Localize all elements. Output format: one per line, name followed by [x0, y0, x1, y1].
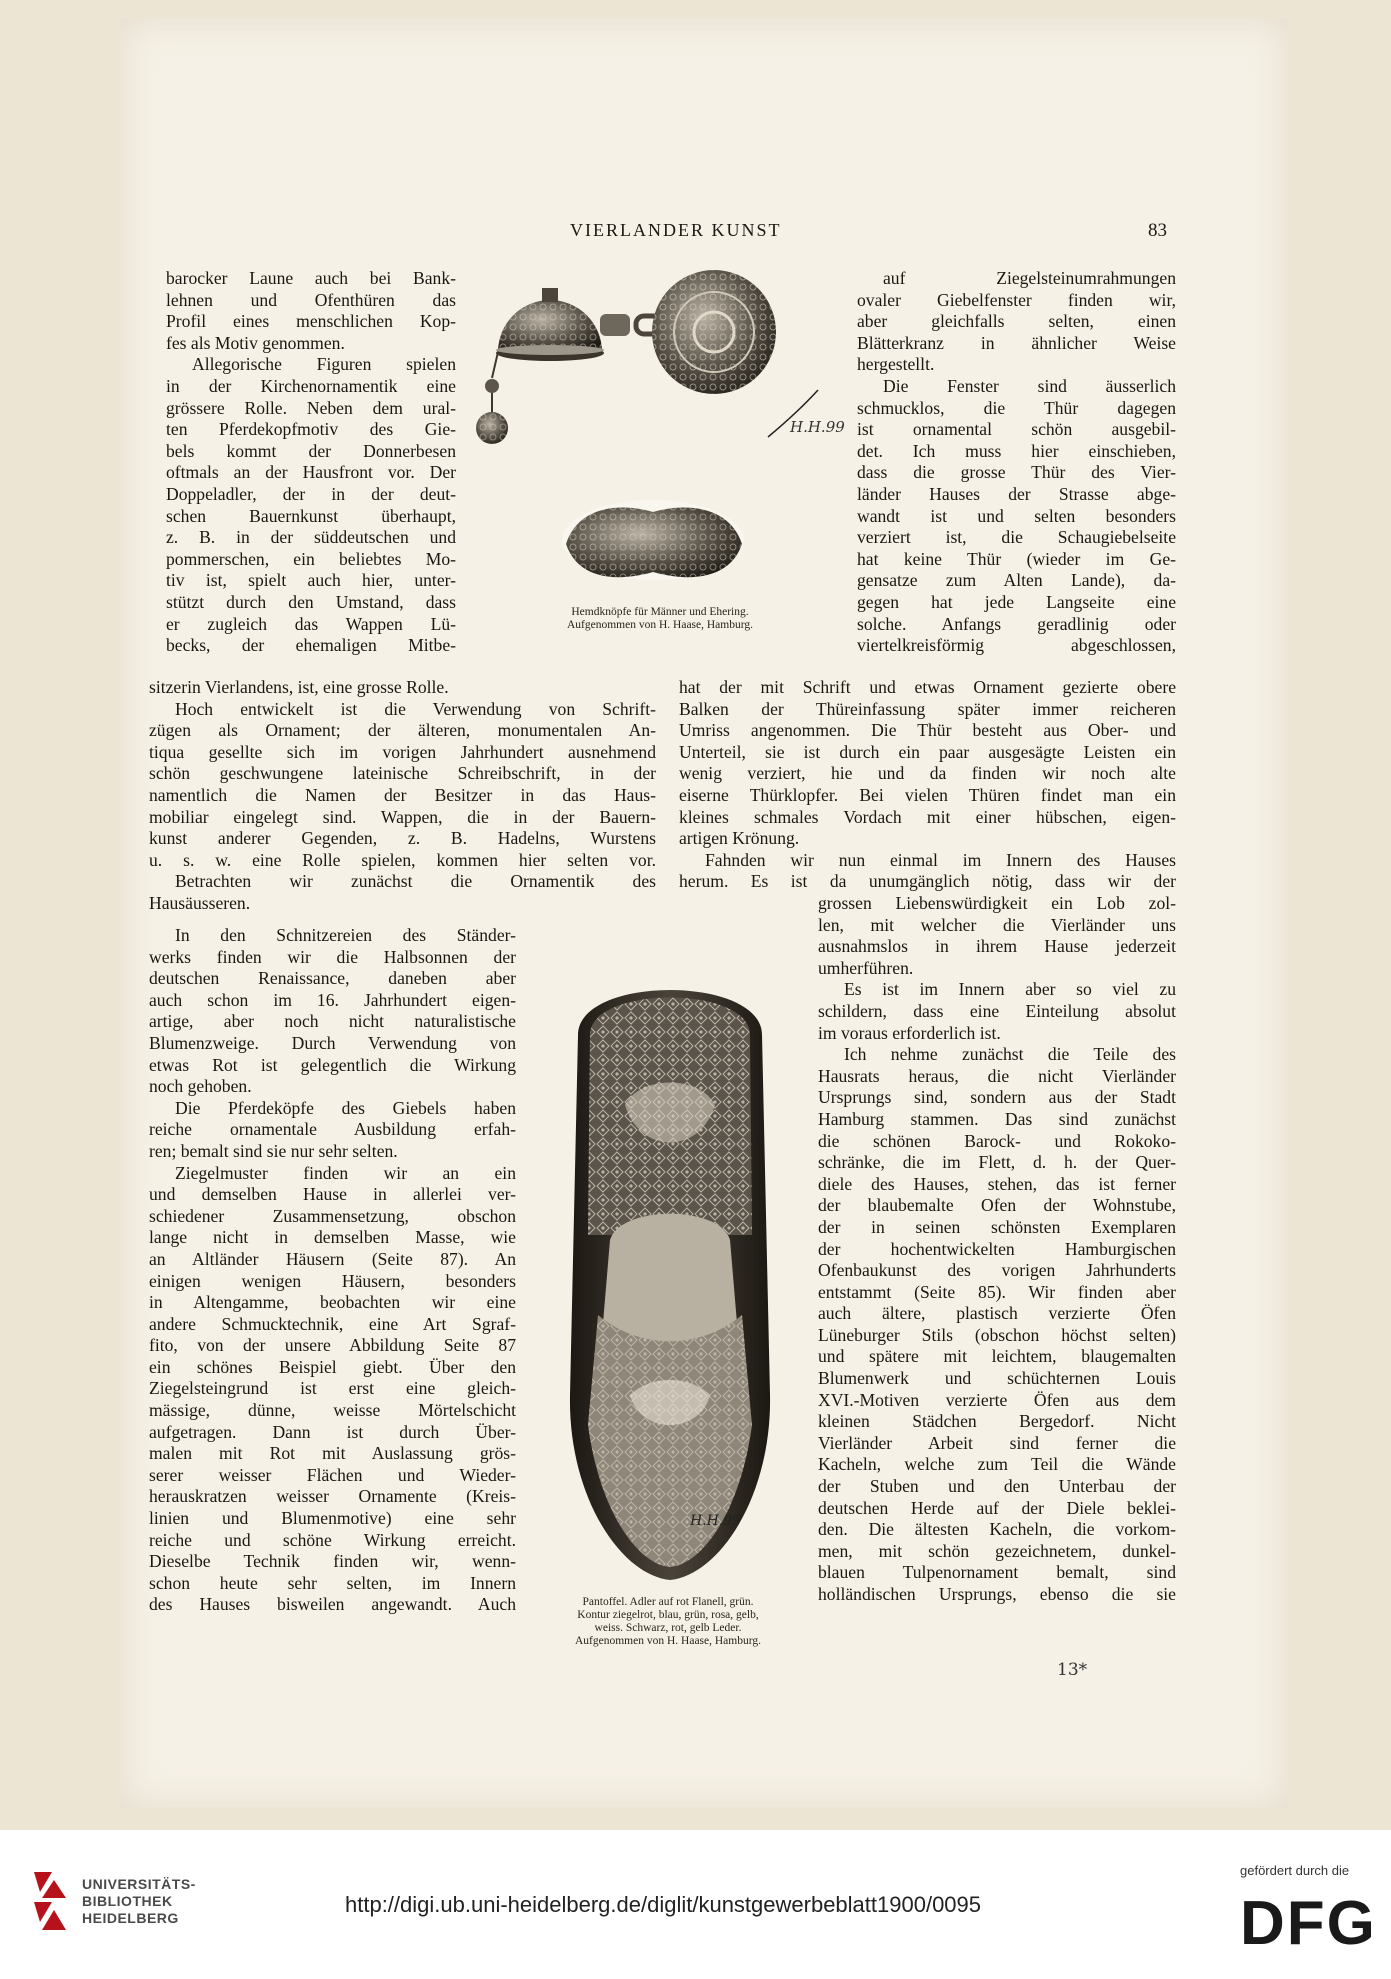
text-line: hergestellt. — [857, 354, 935, 375]
text-line: hat der mit Schrift und etwas Ornament gezierte obere — [679, 677, 1176, 697]
text-line: Ofenbaukunst des vorigen Jahrhunderts — [818, 1260, 1176, 1281]
text-line: Doppeladler, der in der deut- — [166, 483, 456, 504]
text-line: Profil eines menschlichen Kop- — [166, 311, 456, 332]
left-column-full — [149, 677, 656, 915]
text-line: Hoch entwickelt ist die Verwendung von Schrift- — [175, 698, 656, 719]
text-line: und demselben Hause in allerlei ver- — [149, 1184, 516, 1205]
text-line: schränke, die im Flett, d. h. der Quer- — [818, 1152, 1176, 1173]
page-number: 83 — [1148, 220, 1167, 241]
buttons-caption — [520, 606, 800, 632]
text-line: auch ältere, plastisch verzierte Öfen — [818, 1303, 1176, 1324]
text-line: becks, der ehemaligen Mitbe- — [166, 635, 456, 656]
text-line: schön geschwungene lateinische Schreibschrift, in der — [149, 763, 656, 784]
text-line: in der Kirchenornamentik eine — [166, 375, 456, 396]
text-line: herauskratzen weisser Ornamente (Kreis- — [149, 1486, 516, 1507]
text-line: entstammt (Seite 85). Wir finden aber — [818, 1281, 1176, 1302]
text-line: in Altengamme, beobachten wir eine — [149, 1292, 516, 1313]
text-line: ren; bemalt sind sie nur sehr selten. — [149, 1140, 398, 1161]
library-line-3: HEIDELBERG — [82, 1910, 179, 1926]
text-line: Ich nehme zunächst die Teile des — [844, 1044, 1176, 1065]
text-line: Lüneburger Stils (obschon höchst selten) — [818, 1324, 1176, 1345]
text-line: fes als Motiv genommen. — [166, 332, 345, 353]
text-line: werks finden wir die Halbsonnen der — [149, 946, 516, 967]
university-library-name — [82, 1876, 196, 1927]
text-line: Unterteil, sie ist durch ein paar ausgesägte Leisten ein — [679, 741, 1176, 762]
text-line: an Altländer Häusern (Seite 87). An — [149, 1248, 516, 1269]
buttons-caption-line-1: Hemdknöpfe für Männer und Ehering. — [571, 606, 749, 618]
text-line: schon heute sehr selten, im Innern — [149, 1572, 516, 1593]
text-line: Umriss angenommen. Die Thür besteht aus Ober- und — [679, 720, 1176, 741]
buttons-engraving — [468, 262, 858, 592]
text-line: linien und Blumenmotive) eine sehr — [149, 1508, 516, 1529]
text-line: Betrachten wir zunächst die Ornamentik des — [175, 871, 656, 892]
text-line: Allegorische Figuren spielen — [192, 354, 456, 375]
text-line: reiche ornamentale Ausbildung erfah- — [149, 1119, 516, 1140]
text-line: ist ornamental schön ausgebil- — [857, 419, 1176, 440]
text-line: artige, aber noch nicht naturalistische — [149, 1011, 516, 1032]
text-line: schmucklos, die Thür dagegen — [857, 397, 1176, 418]
text-line: er zugleich das Wappen Lü- — [166, 613, 456, 634]
text-line: blauen Tulpenornament bemalt, sind — [818, 1562, 1176, 1583]
text-line: herum. Es ist da unumgänglich nötig, dass wir der — [679, 871, 1176, 892]
slipper-caption-line-4: Aufgenommen von H. Haase, Hamburg. — [575, 1635, 761, 1647]
text-line: schildern, dass eine Einteilung absolut — [818, 1000, 1176, 1021]
text-line: Vierländer Arbeit sind ferner die — [818, 1432, 1176, 1453]
dfg-logo: DFG — [1240, 1889, 1377, 1958]
text-line: len, mit welcher die Vierländer uns — [818, 914, 1176, 935]
text-line: der blaubemalte Ofen der Wohnstube, — [818, 1195, 1176, 1216]
text-line: deutschen Renaissance, daneben aber — [149, 968, 516, 989]
text-line: kleinen Städchen Bergedorf. Nicht — [818, 1411, 1176, 1432]
text-line: Die Fenster sind äusserlich — [883, 375, 1176, 396]
text-line: Balken der Thüreinfassung später immer reicheren — [679, 698, 1176, 719]
text-line: gegen hat jede Langseite eine — [857, 591, 1176, 612]
text-line: ovaler Giebelfenster finden wir, — [857, 289, 1176, 310]
text-line: ausnahmslos in ihrem Hause jederzeit — [818, 936, 1176, 957]
text-line: deutschen Herde auf der Diele beklei- — [818, 1497, 1176, 1518]
text-line: det. Ich muss hier einschieben, — [857, 440, 1176, 461]
text-line: namentlich die Namen der Besitzer in das Haus- — [149, 784, 656, 805]
engraver-signature-2: H.H.99 — [690, 1513, 742, 1529]
slipper-caption-line-1: Pantoffel. Adler auf rot Flanell, grün. — [582, 1596, 754, 1608]
text-line: zügen als Ornament; der älteren, monumentalen An- — [149, 720, 656, 741]
slipper-drawing — [540, 955, 800, 1585]
text-line: tiqua gesellte sich im vorigen Jahrhundert ausnehmend — [149, 741, 656, 762]
text-line: dass die grosse Thür des Vier- — [857, 462, 1176, 483]
text-line: men, mit schön gezeichnetem, dunkel- — [818, 1540, 1176, 1561]
text-line: Kacheln, welche zum Teil die Wände — [818, 1454, 1176, 1475]
text-line: sitzerin Vierlandens, ist, eine grosse Rolle. — [149, 677, 449, 697]
slipper-caption — [528, 1596, 808, 1648]
text-line: Hausäusseren. — [149, 892, 251, 913]
slipper-caption-line-2: Kontur ziegelrot, blau, grün, rosa, gelb, — [577, 1609, 759, 1621]
text-line: der in seinen schönsten Exemplaren — [818, 1216, 1176, 1237]
text-line: Es ist im Innern aber so viel zu — [844, 979, 1176, 1000]
text-line: andere Schmucktechnik, eine Art Sgraf- — [149, 1313, 516, 1334]
text-line: fito, von der unsere Abbildung Seite 87 — [149, 1335, 516, 1356]
text-line: Blumenwerk und schüchternen Louis — [818, 1368, 1176, 1389]
text-line: und spätere mit leichtem, blaugemalten — [818, 1346, 1176, 1367]
text-line: kunst anderer Gegenden, z. B. Hadelns, Wurstens — [149, 828, 656, 849]
text-line: bels kommt der Donnerbesen — [166, 440, 456, 461]
text-line: noch gehoben. — [149, 1076, 252, 1097]
text-line: Blätterkranz in ähnlicher Weise — [857, 332, 1176, 353]
running-title: VIERLANDER KUNST — [570, 220, 782, 240]
text-line: solche. Anfangs geradlinig oder — [857, 613, 1176, 634]
text-line: Blumenzweige. Durch Verwendung von — [149, 1032, 516, 1053]
sheet-signature-mark: 13* — [1057, 1660, 1088, 1680]
text-line: Hausrats heraus, die nicht Vierländer — [818, 1065, 1176, 1086]
text-line: holländischen Ursprungs, ebenso die sie — [818, 1584, 1176, 1604]
text-line: wenig verziert, hie und da finden wir noch alte — [679, 763, 1176, 784]
text-line: auch schon im 16. Jahrhundert eigen- — [149, 989, 516, 1010]
text-line: stützt durch den Umstand, dass — [166, 591, 456, 612]
text-line: eiserne Thürklopfer. Bei vielen Thüren findet man ein — [679, 784, 1176, 805]
text-line: Ziegelsteingrund ist erst eine gleich- — [149, 1378, 516, 1399]
text-line: auf Ziegelsteinumrahmungen — [883, 268, 1176, 288]
right-column-full — [679, 677, 1176, 893]
right-column-bottom — [818, 893, 1176, 1606]
text-line: etwas Rot ist gelegentlich die Wirkung — [149, 1054, 516, 1075]
text-line: lehnen und Ofenthüren das — [166, 289, 456, 310]
text-line: aber gleichfalls selten, einen — [857, 311, 1176, 332]
text-line: Die Pferdeköpfe des Giebels haben — [175, 1097, 516, 1118]
slipper-caption-line-3: weiss. Schwarz, rot, gelb Leder. — [594, 1622, 742, 1634]
text-line: einigen wenigen Häusern, besonders — [149, 1270, 516, 1291]
library-line-1: UNIVERSITÄTS- — [82, 1876, 196, 1892]
text-line: schen Bauernkunst überhaupt, — [166, 505, 456, 526]
text-line: des Hauses bisweilen angewandt. Auch — [149, 1594, 516, 1615]
text-line: aufgetragen. Dann ist durch Über- — [149, 1421, 516, 1442]
text-line: umherführen. — [818, 957, 914, 978]
text-line: ein schönes Beispiel giebt. Über den — [149, 1356, 516, 1377]
text-line: mobiliar eingelegt sind. Wappen, die in der Bauern- — [149, 806, 656, 827]
left-column-bottom — [149, 925, 516, 1616]
text-line: oftmals an der Hausfront vor. Der — [166, 462, 456, 483]
text-line: diele des Hauses, stehen, das ist ferner — [818, 1173, 1176, 1194]
text-line: schiedener Zusammensetzung, obschon — [149, 1205, 516, 1226]
text-line: Hamburg stammen. Das sind zunächst — [818, 1108, 1176, 1129]
text-line: Fahnden wir nun einmal im Innern des Hauses — [705, 849, 1176, 870]
library-line-2: BIBLIOTHEK — [82, 1893, 173, 1909]
text-line: hat keine Thür (wieder im Ge- — [857, 548, 1176, 569]
text-line: lange nicht in demselben Masse, wie — [149, 1227, 516, 1248]
sponsor-label: gefördert durch die — [1240, 1863, 1350, 1878]
text-line: viertelkreisförmig abgeschlossen, — [857, 635, 1176, 656]
text-line: serer weisser Flächen und Wieder- — [149, 1464, 516, 1485]
university-library-logo-icon — [30, 1868, 70, 1938]
text-line: der Stuben und den Unterbau der — [818, 1476, 1176, 1497]
text-line: XVI.-Motiven verzierte Öfen aus dem — [818, 1389, 1176, 1410]
text-line: gensatze zum Alten Lande), da- — [857, 570, 1176, 591]
engraver-signature-1: H.H.99 — [790, 418, 845, 436]
text-line: grossen Liebenswürdigkeit ein Lob zol- — [818, 893, 1176, 913]
text-line: im voraus erforderlich ist. — [818, 1022, 1001, 1043]
text-line: u. s. w. eine Rolle spielen, kommen hier selten vor. — [149, 849, 656, 870]
text-line: barocker Laune auch bei Bank- — [166, 268, 456, 288]
left-column-top — [166, 268, 456, 657]
text-line: verziert ist, die Schaugiebelseite — [857, 527, 1176, 548]
text-line: reiche und schöne Wirkung erreicht. — [149, 1529, 516, 1550]
text-line: grössere Rolle. Neben dem ural- — [166, 397, 456, 418]
text-line: kleines schmales Vordach mit einer hübschen, eigen- — [679, 806, 1176, 827]
text-line: malen mit Rot mit Auslassung grös- — [149, 1443, 516, 1464]
text-line: ten Pferdekopfmotiv des Gie- — [166, 419, 456, 440]
text-line: wandt ist und selten besonders — [857, 505, 1176, 526]
text-line: mässige, dünne, weisse Mörtelschicht — [149, 1400, 516, 1421]
text-line: die schönen Barock- und Rokoko- — [818, 1130, 1176, 1151]
text-line: In den Schnitzereien des Ständer- — [175, 925, 516, 945]
text-line: den. Die ältesten Kacheln, die vorkom- — [818, 1519, 1176, 1540]
text-line: tiv ist, spielt auch hier, unter- — [166, 570, 456, 591]
text-line: länder Hauses der Strasse abge- — [857, 483, 1176, 504]
text-line: z. B. in der süddeutschen und — [166, 527, 456, 548]
text-line: der hochentwickelten Hamburgischen — [818, 1238, 1176, 1259]
text-line: artigen Krönung. — [679, 828, 800, 849]
text-line: pommerschen, ein beliebtes Mo- — [166, 548, 456, 569]
text-line: Ursprungs sind, sondern aus der Stadt — [818, 1087, 1176, 1108]
source-url-link[interactable]: http://digi.ub.uni-heidelberg.de/diglit/kunstgewerbeblatt1900/0095 — [345, 1892, 982, 1917]
right-column-top — [857, 268, 1176, 657]
buttons-caption-line-2: Aufgenommen von H. Haase, Hamburg. — [567, 619, 753, 631]
text-line: Ziegelmuster finden wir an ein — [175, 1162, 516, 1183]
text-line: Dieselbe Technik finden wir, wenn- — [149, 1551, 516, 1572]
